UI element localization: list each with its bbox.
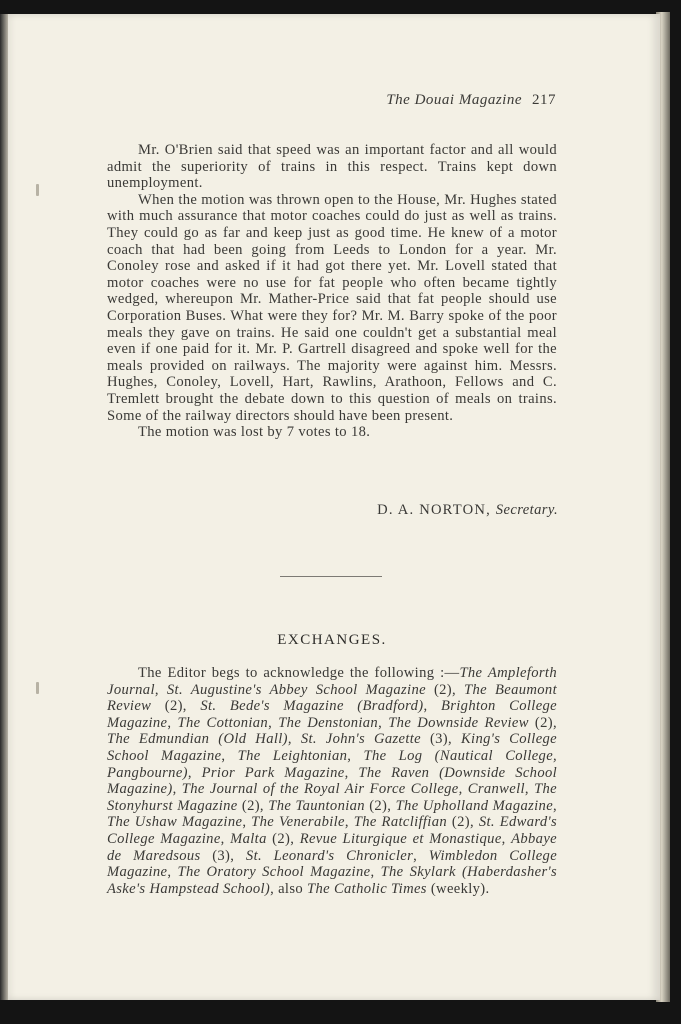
exchange-note: (weekly). bbox=[426, 880, 490, 897]
exchange-note: (2), bbox=[364, 797, 392, 814]
exchange-note: , bbox=[347, 747, 352, 764]
exchange-note: , bbox=[413, 847, 418, 864]
exchange-note: , bbox=[221, 747, 226, 764]
paragraph: Mr. O'Brien said that speed was an important factor and all would admit the superiority of trains in this respect. Trains kept down unemployment. bbox=[107, 142, 557, 192]
exchange-title: Malta bbox=[230, 830, 267, 847]
exchange-note: , bbox=[553, 797, 558, 814]
exchange-title: The Edmundian (Old Hall) bbox=[107, 731, 288, 748]
exchanges-intro: The Editor begs to acknowledge the following :— bbox=[138, 665, 460, 681]
exchange-note: , bbox=[287, 731, 292, 748]
exchange-title: The Skylark (Haberdasher's Aske's Hampstead School) bbox=[107, 864, 557, 897]
exchange-note: , bbox=[154, 681, 159, 698]
exchange-title: The Stonyhurst Magazine bbox=[107, 781, 558, 814]
exchange-note: , bbox=[167, 864, 172, 881]
exchange-note: , bbox=[524, 781, 529, 798]
exchange-title: The Raven (Downside School Magazine) bbox=[107, 764, 558, 798]
paragraph: When the motion was thrown open to the House, Mr. Hughes stated with much assurance that motor coaches could do just as well as trains. They could go as far and keep just as good time. He knew of a motor coach that had been going from Leeds to London for a year. Mr. Conoley rose and asked if it had got there yet. Mr. Lovell stated that motor coaches were no use for fat people who often became tightly wedged, whereupon Mr. Mather-Price said that fat people should use Corporation Buses. What were they for? Mr. M. Barry spoke of the poor meals they gave on trains. He said one couldn't get a substantial meal even if one paid for it. Mr. P. Gartrell disagreed and spoke well for the meals provided on railways. The majority were against him. Messrs. Hughes, Conoley, Lovell, Hart, Rawlins, Arathoon, Fellows and C. Tremlett brought the debate down to this question of meals on trains. Some of the railway directors should have been present. bbox=[107, 191, 557, 424]
exchange-note: (2), bbox=[528, 714, 557, 731]
exchange-title: The Downside Review bbox=[388, 714, 529, 731]
margin-mark bbox=[36, 682, 39, 694]
exchange-title: The Ampleforth Journal bbox=[107, 665, 557, 698]
exchange-title: The Journal of the Royal Air Force College, Cranwell bbox=[181, 781, 525, 798]
exchange-title: The Catholic Times bbox=[307, 880, 427, 897]
exchange-note: , bbox=[220, 830, 225, 847]
exchange-title: The Log (Nautical College, Pangbourne) bbox=[107, 747, 558, 781]
signature-role: Secretary. bbox=[495, 502, 558, 518]
margin-mark bbox=[36, 184, 39, 196]
paragraph bbox=[107, 665, 557, 897]
exchange-title: St. John's Gazette bbox=[300, 731, 422, 748]
section-divider bbox=[280, 576, 382, 577]
exchange-note: (2), bbox=[151, 698, 187, 715]
exchange-title: The Oratory School Magazine bbox=[177, 864, 371, 881]
exchange-title: The Cottonian bbox=[177, 714, 269, 731]
exchange-title: The Tauntonian bbox=[268, 797, 365, 814]
exchange-note: , bbox=[172, 781, 177, 798]
exchange-title: Wimbledon College Magazine bbox=[107, 847, 558, 881]
exchange-title: The Venerabile bbox=[251, 814, 345, 831]
exchange-note: , bbox=[344, 764, 349, 781]
running-header bbox=[208, 92, 556, 109]
exchange-note: , bbox=[167, 714, 172, 731]
exchange-note: , bbox=[378, 714, 383, 731]
exchange-title: King's College School Magazine bbox=[107, 731, 558, 764]
exchange-title: Revue Liturgique et Monastique bbox=[299, 830, 502, 847]
book-page bbox=[8, 14, 660, 1000]
exchange-title: Prior Park Magazine bbox=[201, 764, 345, 781]
book-spine-shadow bbox=[0, 14, 8, 1000]
page-number: 217 bbox=[532, 92, 556, 108]
exchange-title: St. Bede's Magazine (Bradford) bbox=[200, 698, 424, 715]
signature-name: D. A. NORTON, bbox=[377, 502, 491, 518]
debate-report bbox=[107, 142, 557, 441]
exchange-title: The Ratcliffian bbox=[353, 814, 448, 831]
exchanges-list bbox=[107, 665, 557, 897]
exchange-title: Abbaye de Maredsous bbox=[107, 830, 557, 864]
magazine-title: The Douai Magazine bbox=[386, 92, 522, 108]
exchange-note: , also bbox=[270, 880, 304, 897]
exchange-note: , bbox=[268, 714, 273, 731]
exchange-note: , bbox=[501, 830, 506, 847]
exchange-title: St. Leonard's Chronicler bbox=[245, 847, 414, 864]
exchange-title: The Leightonian bbox=[237, 747, 348, 764]
paragraph: The motion was lost by 7 votes to 18. bbox=[138, 424, 371, 441]
exchange-title: The Beaumont Review bbox=[107, 681, 557, 715]
exchange-note: (3), bbox=[200, 847, 235, 864]
exchange-note: (3), bbox=[421, 731, 453, 748]
exchange-title: Brighton College Magazine bbox=[107, 698, 557, 731]
section-heading: EXCHANGES. bbox=[277, 632, 387, 648]
exchange-title: The Denstonian bbox=[278, 714, 379, 731]
exchange-title: St. Edward's College Magazine bbox=[107, 814, 557, 847]
exchange-note: (2), bbox=[425, 681, 457, 698]
exchange-note: , bbox=[242, 814, 247, 831]
exchange-note: (2), bbox=[447, 814, 474, 831]
exchange-note: (2), bbox=[237, 797, 264, 814]
exchange-title: St. Augustine's Abbey School Magazine bbox=[166, 681, 426, 698]
exchange-note: , bbox=[187, 764, 192, 781]
signature bbox=[208, 502, 558, 519]
exchange-title: The Ushaw Magazine bbox=[107, 814, 243, 831]
exchange-note: , bbox=[344, 814, 349, 831]
exchange-note: (2), bbox=[266, 830, 295, 847]
exchange-title: The Upholland Magazine bbox=[395, 797, 554, 814]
exchange-note: , bbox=[370, 864, 375, 881]
exchange-note: , bbox=[423, 698, 428, 715]
